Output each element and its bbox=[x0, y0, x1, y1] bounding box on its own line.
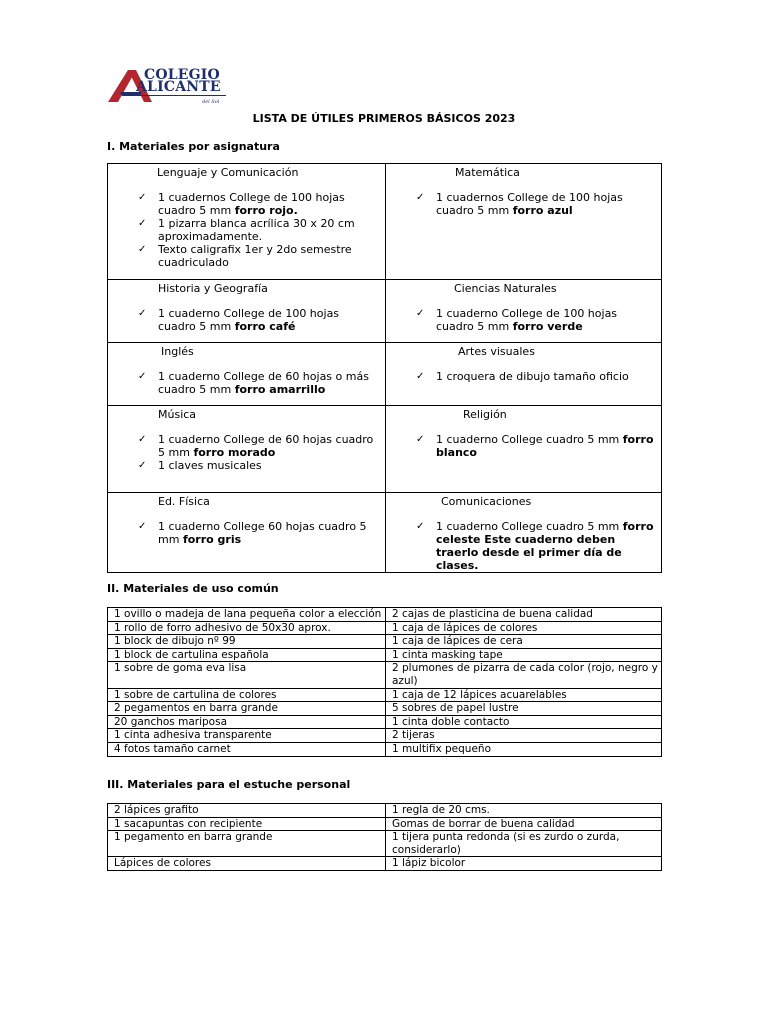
table-cell: 1 block de cartulina española bbox=[108, 648, 386, 662]
list-item bbox=[108, 370, 385, 396]
item-bold-text: forro celeste Este cuaderno deben traerlo desde el primer día de clases. bbox=[436, 520, 654, 572]
item-bold-text: forro rojo. bbox=[234, 204, 298, 217]
table-cell: 1 caja de 12 lápices acuarelables bbox=[386, 688, 662, 702]
table-row bbox=[108, 621, 662, 635]
table-cell: 1 cinta masking tape bbox=[386, 648, 662, 662]
list-item bbox=[108, 243, 385, 269]
subject-cell bbox=[386, 280, 662, 343]
subject-items bbox=[386, 520, 661, 572]
subject-cell bbox=[108, 280, 386, 343]
subject-cell bbox=[108, 343, 386, 406]
item-text: 1 cuaderno College de 60 hojas cuadro 5 mm bbox=[158, 433, 374, 459]
item-text: 1 cuadernos College de 100 hojas cuadro 5 mm bbox=[436, 191, 623, 217]
subject-cell bbox=[386, 493, 662, 573]
checkmark-icon: ✓ bbox=[416, 434, 425, 445]
subject-items bbox=[108, 191, 385, 269]
subject-items bbox=[108, 307, 385, 333]
list-item bbox=[108, 433, 385, 459]
subject-name: Comunicaciones bbox=[441, 495, 532, 508]
subject-name: Ed. Física bbox=[158, 495, 210, 508]
item-text: 1 cuaderno College cuadro 5 mm bbox=[436, 520, 623, 533]
subject-items bbox=[108, 520, 385, 546]
table-cell: 4 fotos tamaño carnet bbox=[108, 742, 386, 756]
item-text: Texto caligrafix 1er y 2do semestre cuadriculado bbox=[158, 243, 352, 269]
table-cell: 1 sobre de cartulina de colores bbox=[108, 688, 386, 702]
item-text: 1 claves musicales bbox=[158, 459, 262, 472]
table-cell: 1 tijera punta redonda (si es zurdo o zurda, considerarlo) bbox=[386, 831, 662, 857]
table-cell: 2 tijeras bbox=[386, 729, 662, 743]
checkmark-icon: ✓ bbox=[416, 521, 425, 532]
item-bold-text: forro café bbox=[234, 320, 296, 333]
table-cell: Lápices de colores bbox=[108, 857, 386, 871]
subject-name: Artes visuales bbox=[458, 345, 535, 358]
item-bold-text: forro amarrillo bbox=[234, 383, 326, 396]
table-cell: 1 caja de lápices de colores bbox=[386, 621, 662, 635]
subject-items bbox=[386, 191, 661, 217]
item-bold-text: forro verde bbox=[512, 320, 583, 333]
item-text: 1 croquera de dibujo tamaño oficio bbox=[436, 370, 629, 383]
table-row bbox=[108, 729, 662, 743]
subject-name: Inglés bbox=[161, 345, 194, 358]
item-text: 1 pizarra blanca acrílica 30 x 20 cm aproximadamente. bbox=[158, 217, 355, 243]
school-logo bbox=[106, 66, 236, 106]
item-bold-text: forro blanco bbox=[436, 433, 654, 459]
table-cell: 1 lápiz bicolor bbox=[386, 857, 662, 871]
logo-line2: ALICANTE bbox=[136, 79, 221, 95]
subject-name: Religión bbox=[463, 408, 507, 421]
subject-items bbox=[108, 370, 385, 396]
table-cell: 1 rollo de forro adhesivo de 50x30 aprox. bbox=[108, 621, 386, 635]
section-heading-1: I. Materiales por asignatura bbox=[107, 140, 280, 153]
list-item bbox=[386, 520, 661, 572]
checkmark-icon: ✓ bbox=[138, 308, 147, 319]
common-materials-table bbox=[107, 607, 662, 757]
item-text: 1 cuaderno College de 60 hojas o más cuadro 5 mm bbox=[158, 370, 369, 396]
subject-name: Ciencias Naturales bbox=[454, 282, 557, 295]
table-row bbox=[108, 715, 662, 729]
table-row bbox=[108, 804, 662, 818]
checkmark-icon: ✓ bbox=[138, 521, 147, 532]
subject-cell bbox=[108, 164, 386, 280]
item-text: 1 cuaderno College de 100 hojas cuadro 5 mm bbox=[158, 307, 340, 333]
list-item bbox=[386, 433, 661, 459]
section-heading-2: II. Materiales de uso común bbox=[107, 582, 279, 595]
table-cell: 1 cinta doble contacto bbox=[386, 715, 662, 729]
subject-cell bbox=[108, 493, 386, 573]
subject-items bbox=[386, 433, 661, 459]
list-item bbox=[386, 191, 661, 217]
item-text: 1 cuadernos College de 100 hojas cuadro 5 mm bbox=[158, 191, 345, 217]
table-row bbox=[108, 662, 662, 688]
table-cell: 1 multifix pequeño bbox=[386, 742, 662, 756]
table-cell: 2 plumones de pizarra de cada color (rojo, negro y azul) bbox=[386, 662, 662, 688]
list-item bbox=[108, 459, 385, 472]
table-cell: 2 cajas de plasticina de buena calidad bbox=[386, 608, 662, 622]
table-cell: 2 lápices grafito bbox=[108, 804, 386, 818]
table-row bbox=[108, 608, 662, 622]
list-item bbox=[386, 307, 661, 333]
logo-line3: del Sol bbox=[202, 99, 220, 105]
table-cell: Gomas de borrar de buena calidad bbox=[386, 817, 662, 831]
personal-materials-table bbox=[107, 803, 662, 871]
logo-line1: COLEGIO bbox=[144, 67, 220, 83]
list-item bbox=[108, 191, 385, 217]
table-row bbox=[108, 635, 662, 649]
table-cell: 1 ovillo o madeja de lana pequeña color a elección bbox=[108, 608, 386, 622]
table-cell: 1 sobre de goma eva lisa bbox=[108, 662, 386, 688]
checkmark-icon: ✓ bbox=[416, 192, 425, 203]
item-text: 1 cuaderno College 60 hojas cuadro 5 mm bbox=[158, 520, 367, 546]
subjects-table bbox=[107, 163, 662, 573]
table-row bbox=[108, 648, 662, 662]
table-row bbox=[108, 688, 662, 702]
table-cell: 1 cinta adhesiva transparente bbox=[108, 729, 386, 743]
table-cell: 20 ganchos mariposa bbox=[108, 715, 386, 729]
item-text: 1 cuaderno College de 100 hojas cuadro 5 mm bbox=[436, 307, 618, 333]
checkmark-icon: ✓ bbox=[138, 192, 147, 203]
item-bold-text: forro morado bbox=[193, 446, 276, 459]
table-row bbox=[108, 857, 662, 871]
table-row bbox=[108, 831, 662, 857]
subject-name: Lenguaje y Comunicación bbox=[157, 166, 299, 179]
subject-name: Matemática bbox=[455, 166, 520, 179]
table-cell: 1 caja de lápices de cera bbox=[386, 635, 662, 649]
subject-cell bbox=[386, 164, 662, 280]
table-cell: 1 regla de 20 cms. bbox=[386, 804, 662, 818]
checkmark-icon: ✓ bbox=[416, 371, 425, 382]
list-item bbox=[108, 307, 385, 333]
table-row bbox=[108, 702, 662, 716]
subject-cell bbox=[386, 343, 662, 406]
subject-name: Música bbox=[158, 408, 197, 421]
list-item bbox=[108, 520, 385, 546]
subject-cell bbox=[386, 406, 662, 493]
table-cell: 5 sobres de papel lustre bbox=[386, 702, 662, 716]
checkmark-icon: ✓ bbox=[138, 434, 147, 445]
checkmark-icon: ✓ bbox=[138, 218, 147, 229]
subject-items bbox=[386, 370, 661, 383]
subject-name: Historia y Geografía bbox=[158, 282, 268, 295]
table-cell: 1 sacapuntas con recipiente bbox=[108, 817, 386, 831]
subject-items bbox=[108, 433, 385, 472]
item-bold-text: forro gris bbox=[182, 533, 242, 546]
subject-cell bbox=[108, 406, 386, 493]
list-item bbox=[108, 217, 385, 243]
checkmark-icon: ✓ bbox=[138, 244, 147, 255]
item-text: 1 cuaderno College cuadro 5 mm bbox=[436, 433, 623, 446]
checkmark-icon: ✓ bbox=[138, 460, 147, 471]
subject-items bbox=[386, 307, 661, 333]
table-row bbox=[108, 817, 662, 831]
list-item bbox=[386, 370, 661, 383]
section-heading-3: III. Materiales para el estuche personal bbox=[107, 778, 351, 791]
table-cell: 1 block de dibujo nº 99 bbox=[108, 635, 386, 649]
table-cell: 2 pegamentos en barra grande bbox=[108, 702, 386, 716]
checkmark-icon: ✓ bbox=[416, 308, 425, 319]
item-bold-text: forro azul bbox=[512, 204, 573, 217]
page-title: LISTA DE ÚTILES PRIMEROS BÁSICOS 2023 bbox=[252, 112, 516, 125]
table-cell: 1 pegamento en barra grande bbox=[108, 831, 386, 857]
table-row bbox=[108, 742, 662, 756]
checkmark-icon: ✓ bbox=[138, 371, 147, 382]
